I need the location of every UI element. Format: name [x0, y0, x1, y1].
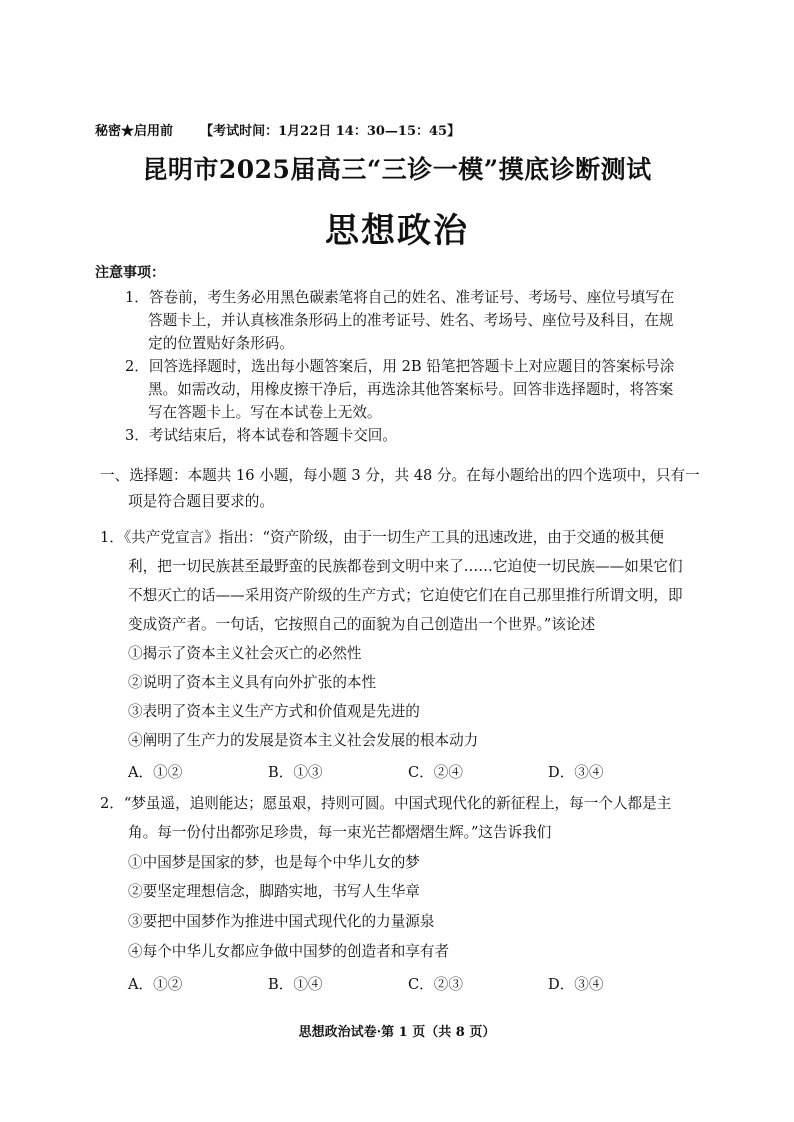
exam-time: 【考试时间：1月22日 14：30—15：45】 — [200, 124, 461, 139]
section-heading-cont: 项是符合题目要求的。 — [128, 493, 274, 510]
page-footer: 思想政治试卷·第 1 页（共 8 页） — [298, 1025, 496, 1040]
q2-option-d: D．③④ — [548, 976, 604, 993]
q2-option-c: C．②③ — [408, 976, 463, 993]
notice-line: 黑。如需改动，用橡皮擦干净后，再选涂其他答案标号。回答非选择题时，将答案 — [148, 381, 674, 398]
notice-line: 3．考试结束后，将本试卷和答题卡交回。 — [125, 427, 397, 444]
header-meta — [95, 120, 460, 139]
q1-option-a: A．①② — [128, 764, 183, 781]
notice-line: 2．回答选择题时，选出每小题答案后，用 2B 铅笔把答题卡上对应题目的答案标号涂 — [125, 358, 675, 375]
q2-item: ②要坚定理想信念，脚踏实地，书写人生华章 — [128, 883, 420, 900]
q1-stem-line: 利，把一切民族甚至最野蛮的民族都卷到文明中来了……它迫使一切民族——如果它们 — [128, 558, 683, 575]
q1-stem-line: 不想灭亡的话——采用资产阶级的生产方式；它迫使它们在自己那里推行所谓文明，即 — [128, 587, 683, 604]
q1-stem-line: 1．《共产党宣言》指出：“资产阶级，由于一切生产工具的迅速改进，由于交通的极其便 — [100, 529, 665, 546]
q2-item: ④每个中华儿女都应争做中国梦的创造者和享有者 — [128, 943, 450, 960]
q2-item: ①中国梦是国家的梦，也是每个中华儿女的梦 — [128, 854, 420, 871]
q1-item: ②说明了资本主义具有向外扩张的本性 — [128, 674, 377, 691]
q2-option-a: A．①② — [128, 976, 183, 993]
subject-title: 思想政治 — [325, 211, 469, 251]
exam-title: 昆明市2025届高三“三诊一模”摸底诊断测试 — [142, 155, 652, 184]
q1-option-c: C．②④ — [408, 764, 463, 781]
notice-line: 写在答题卡上。写在本试卷上无效。 — [148, 404, 382, 421]
q2-stem-line: 2．“梦虽遥，追则能达；愿虽艰，持则可圆。中国式现代化的新征程上，每一个人都是主 — [100, 795, 672, 812]
notice-line: 定的位置贴好条形码。 — [148, 335, 294, 352]
section-heading: 一、选择题：本题共 16 小题，每小题 3 分，共 48 分。在每小题给出的四个选项中，只有一 — [100, 467, 700, 484]
secret-label: 秘密★启用前 — [95, 124, 174, 139]
q1-item: ④阐明了生产力的发展是资本主义社会发展的根本动力 — [128, 732, 479, 749]
q1-options — [128, 763, 688, 783]
notice-line: 1．答卷前，考生务必用黑色碳素笔将自己的姓名、准考证号、考场号、座位号填写在 — [125, 289, 675, 306]
notice-heading: 注意事项： — [95, 265, 165, 281]
q2-stem-line: 角。每一份付出都弥足珍贵，每一束光芒都熠熠生辉。”这告诉我们 — [128, 824, 552, 841]
q1-stem-line: 变成资产者。一句话，它按照自己的面貌为自己创造出一个世界。”该论述 — [128, 616, 596, 633]
q1-option-b: B．①③ — [268, 764, 323, 781]
q1-item: ③表明了资本主义生产方式和价值观是先进的 — [128, 703, 420, 720]
q1-option-d: D．③④ — [548, 764, 604, 781]
q2-option-b: B．①④ — [268, 976, 323, 993]
q2-options — [128, 975, 688, 995]
q2-item: ③要把中国梦作为推进中国式现代化的力量源泉 — [128, 913, 435, 930]
notice-line: 答题卡上，并认真核准条形码上的准考证号、姓名、考场号、座位号及科目，在规 — [148, 312, 674, 329]
q1-item: ①揭示了资本主义社会灭亡的必然性 — [128, 645, 362, 662]
